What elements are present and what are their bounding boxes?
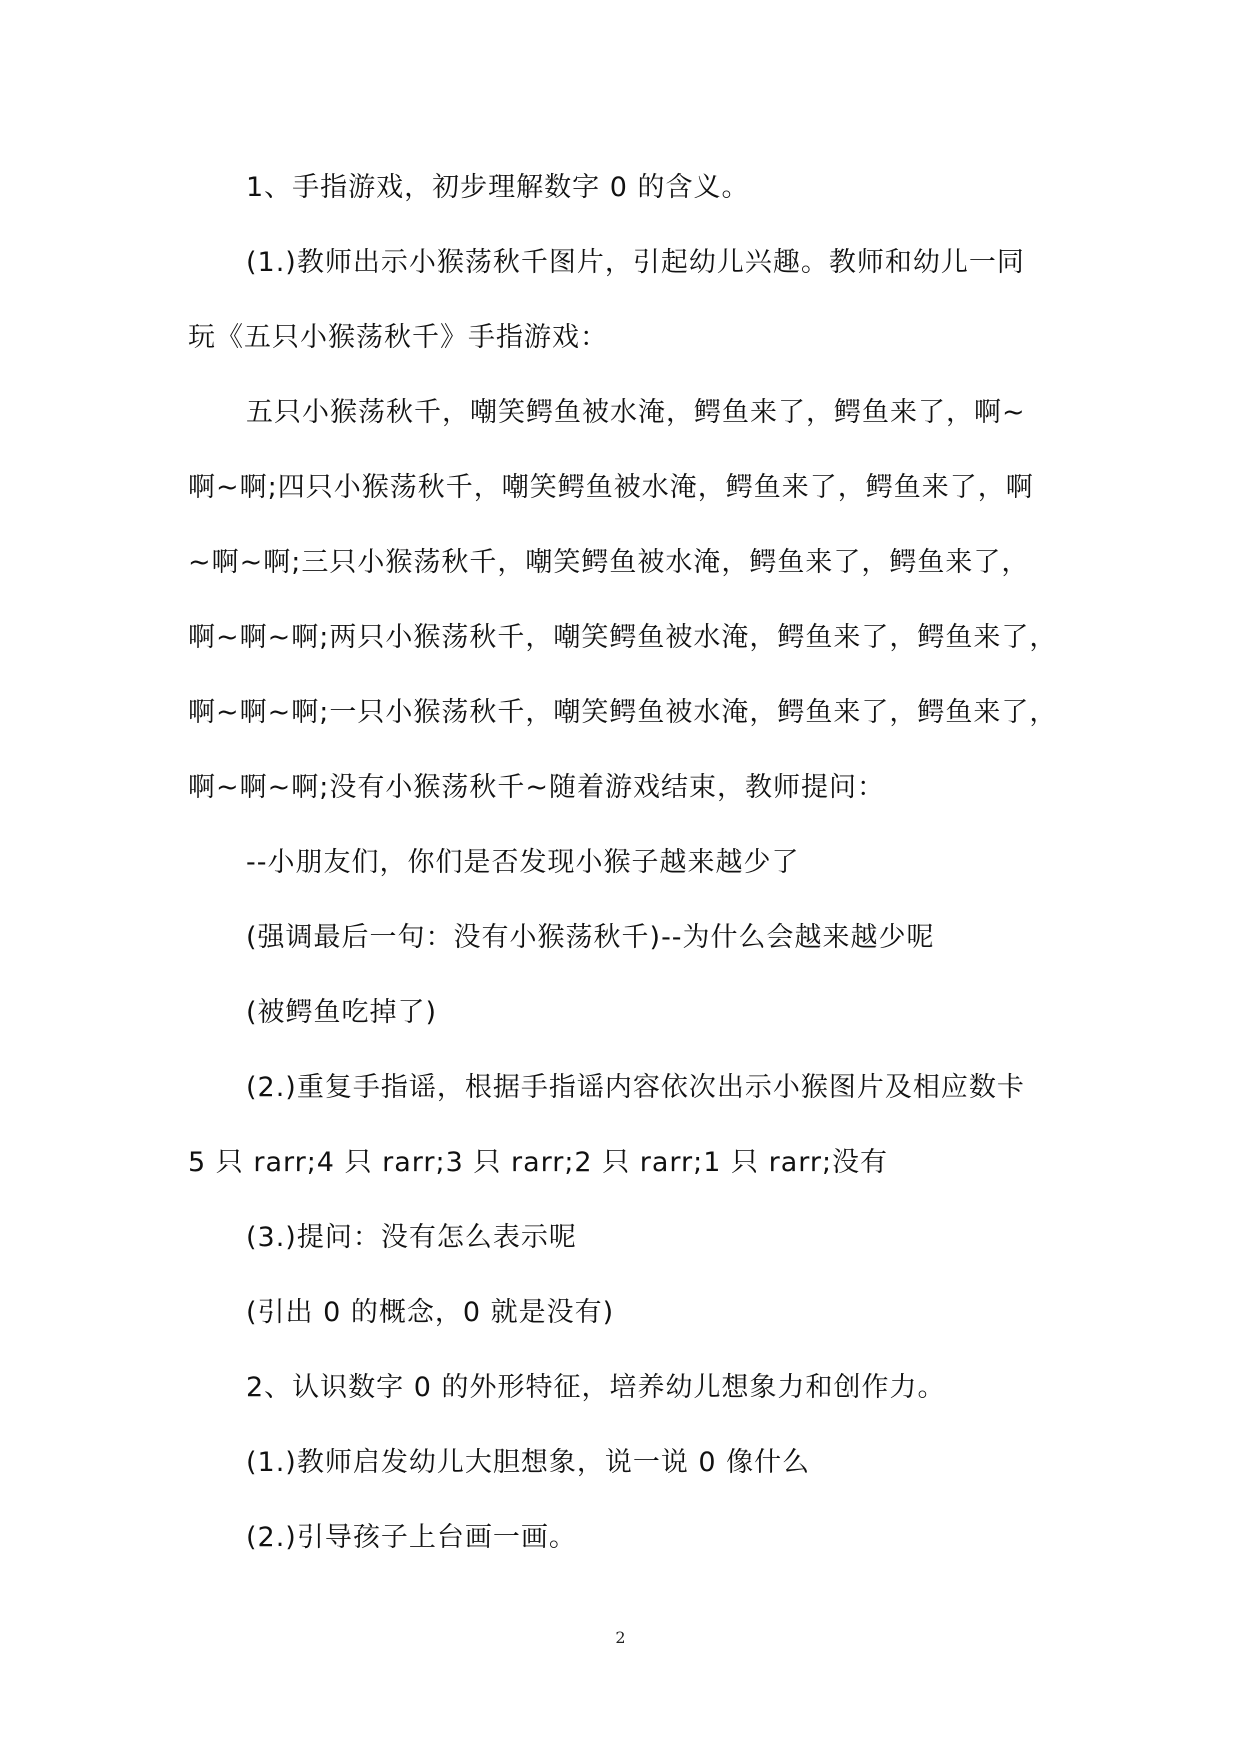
paragraph-line: (被鳄鱼吃掉了) — [246, 997, 438, 1028]
paragraph-line: 玩《五只小猴荡秋千》手指游戏： — [188, 322, 608, 353]
paragraph-line: (3.)提问：没有怎么表示呢 — [246, 1222, 577, 1253]
paragraph-line: ~啊~啊;三只小猴荡秋千，嘲笑鳄鱼被水淹，鳄鱼来了，鳄鱼来了， — [188, 547, 1030, 578]
paragraph-line: (2.)重复手指谣，根据手指谣内容依次出示小猴图片及相应数卡 — [246, 1072, 1025, 1103]
paragraph-line: 啊~啊~啊;两只小猴荡秋千，嘲笑鳄鱼被水淹，鳄鱼来了，鳄鱼来了， — [188, 622, 1058, 653]
paragraph-line: (1.)教师出示小猴荡秋千图片，引起幼儿兴趣。教师和幼儿一同 — [246, 247, 1025, 278]
document-body — [188, 150, 1068, 1575]
paragraph-line: 2、认识数字 0 的外形特征，培养幼儿想象力和创作力。 — [246, 1372, 946, 1403]
paragraph-line: (1.)教师启发幼儿大胆想象，说一说 0 像什么 — [246, 1447, 811, 1478]
paragraph-line: 五只小猴荡秋千，嘲笑鳄鱼被水淹，鳄鱼来了，鳄鱼来了，啊~ — [246, 397, 1026, 428]
paragraph-line: (强调最后一句：没有小猴荡秋千)--为什么会越来越少呢 — [246, 922, 935, 953]
paragraph-line: 啊~啊~啊;一只小猴荡秋千，嘲笑鳄鱼被水淹，鳄鱼来了，鳄鱼来了， — [188, 697, 1058, 728]
paragraph-line: --小朋友们，你们是否发现小猴子越来越少了 — [246, 847, 800, 878]
paragraph-line: 1、手指游戏，初步理解数字 0 的含义。 — [246, 172, 750, 203]
paragraph-line: 5 只 rarr;4 只 rarr;3 只 rarr;2 只 rarr;1 只 rarr;没有 — [188, 1147, 889, 1178]
paragraph-line: (2.)引导孩子上台画一画。 — [246, 1522, 577, 1553]
paragraph-line: 啊~啊;四只小猴荡秋千，嘲笑鳄鱼被水淹，鳄鱼来了，鳄鱼来了，啊 — [188, 472, 1034, 503]
paragraph-line: (引出 0 的概念，0 就是没有) — [246, 1297, 615, 1328]
paragraph-line: 啊~啊~啊;没有小猴荡秋千~随着游戏结束，教师提问： — [188, 772, 885, 803]
page-number: 2 — [615, 1628, 626, 1647]
